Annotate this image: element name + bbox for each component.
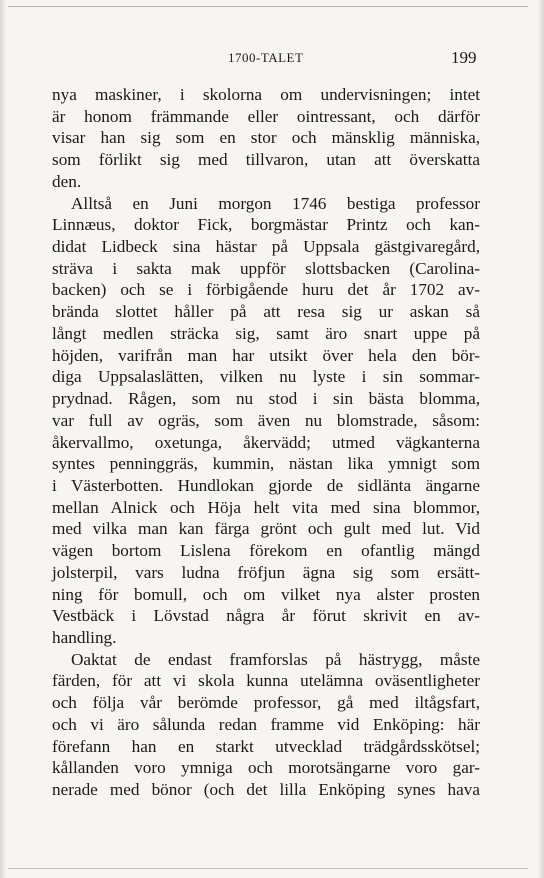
running-head: 1700-TALET [228,50,304,65]
text-line: nerade med bönor (och det lilla Enköping synes hava [52,780,480,799]
page-number: 199 [451,48,477,67]
text-line: visar han sig som en stor och mänsklig människa, [52,128,480,148]
text-line: Vestbäck i Lövstad några år förut skrivit en av- [52,606,480,626]
scan-edge-right [538,0,544,878]
top-scan-line [8,6,528,7]
text-line: åkervallmo, oxetunga, åkervädd; utmed vägkanterna [52,432,480,452]
text-line: med vilka man kan färga grönt och gult med lut. Vid [52,519,480,539]
text-line: och vi äro sålunda redan framme vid Enköping: här [52,714,480,734]
text-line: nya maskiner, i skolorna om undervisningen; intet [52,85,480,104]
text-line: syntes penninggräs, kummin, nästan lika ymnigt som [52,454,480,474]
text-line: färden, för att vi skola kunna utelämna oväsentligheter [52,671,480,691]
text-line: förefann han en starkt utvecklad trädgårdsskötsel; [52,736,480,756]
text-line: som förlikt sig med tillvaron, utan att överskatta [52,150,480,170]
text-line: jolsterpil, vars ludna fröfjun ägna sig som ersätt- [52,562,480,582]
bottom-scan-line [8,868,528,869]
text-line: sträva i sakta mak uppför slottsbacken (Carolina- [52,258,480,278]
text-line: var full av ogräs, som även nu blomstrade, såsom: [52,410,480,430]
text-line: diga Uppsalaslätten, vilken nu lyste i sin sommar- [52,367,480,387]
text-line: höjden, varifrån man har utsikt över hela den bör- [52,345,480,365]
text-line: backen) och se i förbigående huru det år 1702 av- [52,280,480,300]
text-line: är honom främmande eller ointressant, och därför [52,106,480,126]
text-line: Linnæus, doktor Fick, borgmästar Printz och kan- [52,215,480,235]
text-line: didat Lidbeck sina hästar på Uppsala gästgivaregård, [52,237,480,257]
text-line: brända slottet håller på att resa sig ur askan så [52,302,480,322]
text-line: vägen bortom Lislena förekom en ofantlig mängd [52,541,480,561]
text-line: den. [52,171,82,191]
text-line: ning för bomull, och om vilket nya alster prosten [52,584,480,604]
text-line: prydnad. Rågen, som nu stod i sin bästa blomma, [52,389,480,409]
text-line: mellan Alnick och Höja helt vita med sina blommor, [52,497,480,517]
text-line: kållanden voro ymniga och morotsängarne voro gar- [52,758,480,778]
text-line: Oaktat de endast framforslas på hästrygg, måste [71,649,480,669]
text-line: handling. [52,627,117,647]
text-line: i Västerbotten. Hundlokan gjorde de sidlänta ängarne [52,475,480,495]
text-line: och följa vår berömde professor, gå med iltågsfart, [52,693,480,713]
body-text [52,84,480,801]
text-line: Alltså en Juni morgon 1746 bestiga professor [71,193,480,213]
text-line: långt medlen sträcka sig, samt äro snart uppe på [52,323,480,343]
scan-edge-left [0,0,6,878]
